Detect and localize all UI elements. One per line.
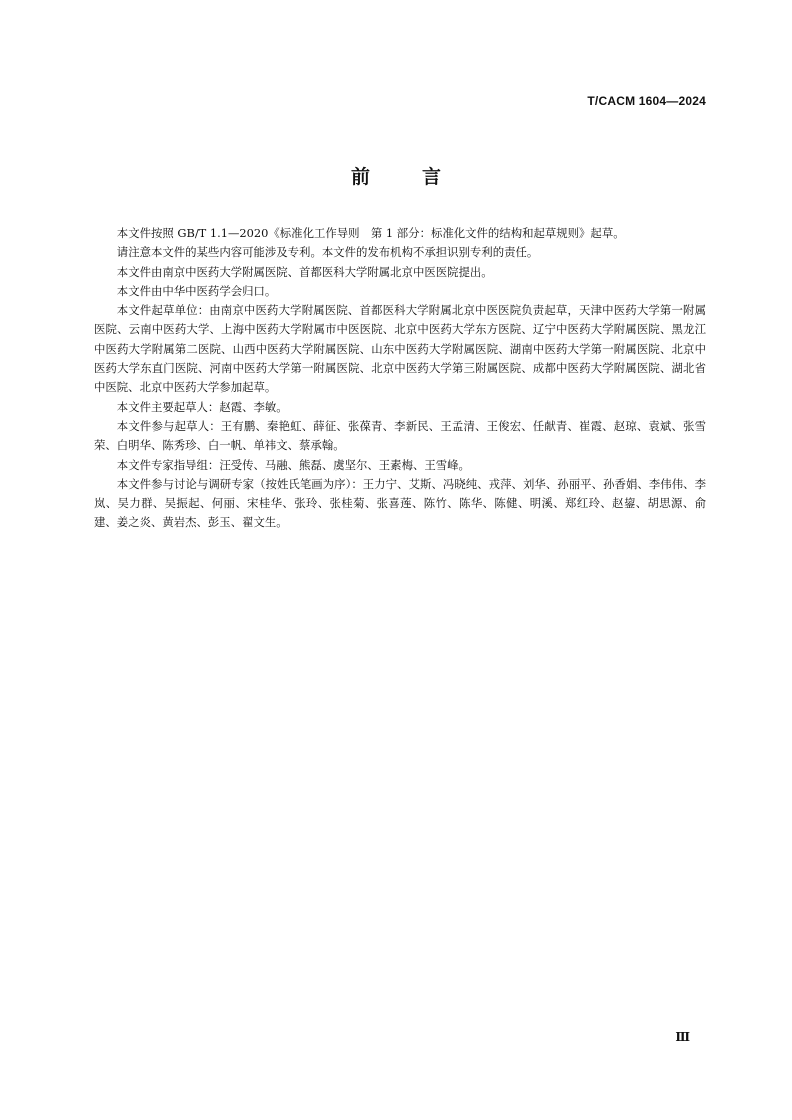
paragraph-participating-drafters: 本文件参与起草人：王有鹏、秦艳虹、薛征、张葆青、李新民、王孟清、王俊宏、任献青、崔霞、赵琼、袁斌、张雪荣、白明华、陈秀珍、白一帆、单祎文、蔡承翰。 (94, 418, 706, 453)
paragraph-drafting-units: 本文件起草单位：由南京中医药大学附属医院、首都医科大学附属北京中医医院负责起草，天津中医药大学第一附属医院、云南中医药大学、上海中医药大学附属市中医医院、北京中医药大学东方医院、辽宁中医药大学附属医院、黑龙江中医药大学附属第二医院、山西中医药大学附属医院、山东中医药大学附属医院、湖南中医药大学第一附属医院、北京中医药大学东直门医院、河南中医药大学第一附属医院、北京中医药大学第三附属医院、成都中医药大学附属医院、湖北省中医院、北京中医药大学参加起草。 (94, 303, 706, 395)
paragraph-consulted-experts: 本文件参与讨论与调研专家（按姓氏笔画为序）：王力宁、艾斯、冯晓纯、戎萍、刘华、孙丽平、孙香娟、李伟伟、李岚、吴力群、吴振起、何丽、宋桂华、张玲、张桂菊、张喜莲、陈竹、陈华、陈健、明溪、郑红玲、赵鋆、胡思源、俞建、姜之炎、黄岩杰、彭玉、翟文生。 (94, 476, 706, 530)
paragraph-patent-notice: 请注意本文件的某些内容可能涉及专利。本文件的发布机构不承担识别专利的责任。 (116, 245, 539, 260)
paragraph-main-drafters: 本文件主要起草人：赵霞、李敏。 (116, 399, 288, 414)
paragraph-proposer: 本文件由南京中医药大学附属医院、首都医科大学附属北京中医医院提出。 (116, 264, 493, 279)
foreword-body (94, 224, 706, 533)
page-title (0, 162, 792, 189)
title-char-1: 前 (350, 166, 370, 188)
page-number: Ⅲ (675, 1030, 690, 1044)
title-char-2: 言 (422, 166, 442, 188)
document-number: T/CACM 1604—2024 (587, 94, 706, 108)
paragraph-expert-guidance: 本文件专家指导组：汪受传、马融、熊磊、虞坚尔、王素梅、王雪峰。 (116, 457, 470, 472)
paragraph-centralized-by: 本文件由中华中医药学会归口。 (116, 283, 277, 298)
paragraph-drafting-rules: 本文件按照 GB/T 1.1—2020《标准化工作导则 第 1 部分：标准化文件的结构和起草规则》起草。 (116, 226, 625, 240)
